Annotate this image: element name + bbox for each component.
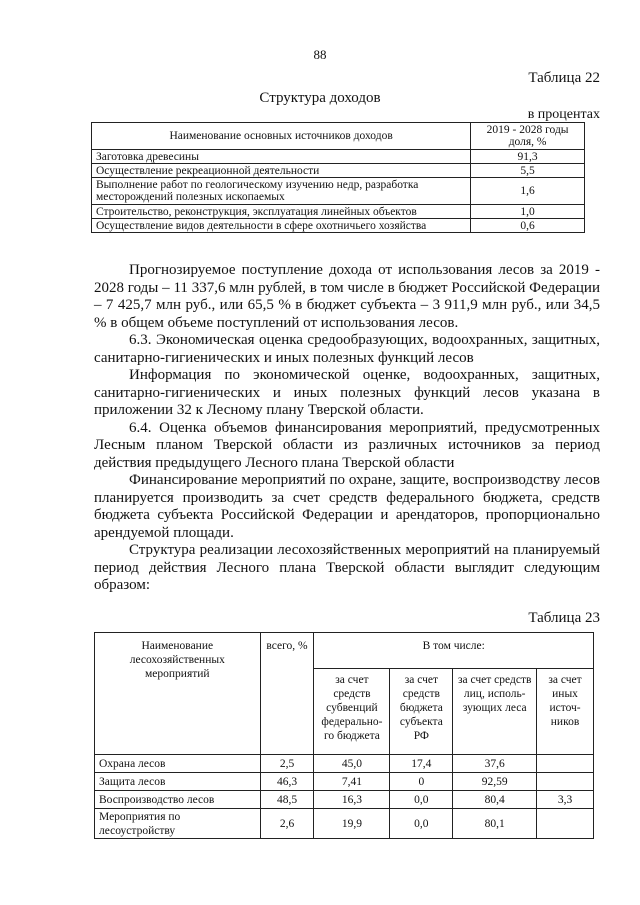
row-total: 2,6: [260, 809, 314, 839]
table-row: [95, 773, 594, 791]
header-including: В том числе:: [314, 633, 594, 669]
paragraph-functions-info: Информация по экономической оценке, водоохранных, защитных, санитарно-гигиенических и иных полезных функций лесов указана в приложении 32 к Лесному плану Тверской области.: [94, 367, 600, 418]
row-name: Осуществление видов деятельности в сфере охотничьего хозяйства: [92, 219, 471, 233]
paragraph-income-forecast: Прогнозируемое поступление дохода от использования лесов за 2019 - 2028 годы – 11 337,6 млн рублей, в том числе в бюджет Российской Федерации – 7 425,7 млн руб., или 65,5 % в бюджет субъекта – 3 911,9 млн руб., или 34,5 % в общем объеме поступлений от использования лесов.: [94, 262, 600, 331]
subheader-other: за счет иных источ-ников: [537, 669, 594, 755]
row-value: 0,6: [471, 219, 585, 233]
income-structure-table: [91, 122, 585, 233]
table-row: [95, 809, 594, 839]
row-name: Воспроизводство лесов: [95, 791, 261, 809]
table-header-row: [92, 123, 585, 150]
row-federal: 45,0: [314, 755, 390, 773]
table23-caption: Таблица 23: [528, 610, 600, 626]
paragraph-structure: Структура реализации лесохозяйственных мероприятий на планируемый период действия Лесного плана Тверской области выглядит следующим образом:: [94, 542, 600, 593]
subheader-federal: за счет средств субвенций федерально-го бюджета: [314, 669, 390, 755]
row-other: [537, 809, 594, 839]
row-subject: 17,4: [390, 755, 453, 773]
header-source-name: Наименование основных источников доходов: [92, 123, 471, 150]
row-federal: 7,41: [314, 773, 390, 791]
row-value: 91,3: [471, 150, 585, 164]
row-users: 80,4: [453, 791, 537, 809]
section-heading-6-4: 6.4. Оценка объемов финансирования мероприятий, предусмотренных Лесным планом Тверской области из различных источников за период действия предыдущего Лесного плана Тверской области: [94, 419, 600, 471]
row-subject: 0,0: [390, 809, 453, 839]
table22-unit: в процентах: [527, 107, 600, 122]
paragraph-financing: Финансирование мероприятий по охране, защите, воспроизводству лесов планируется производить за счет средств федерального бюджета, средств бюджета субъекта Российской Федерации и арендаторов, пропорционально арендуемой площади.: [94, 472, 600, 541]
row-subject: 0,0: [390, 791, 453, 809]
row-name: Мероприятия по лесоустройству: [95, 809, 261, 839]
table-row: [92, 164, 585, 178]
row-federal: 16,3: [314, 791, 390, 809]
subheader-forest-users: за счет средств лиц, исполь-зующих леса: [453, 669, 537, 755]
table-row: [92, 150, 585, 164]
row-federal: 19,9: [314, 809, 390, 839]
row-name: Выполнение работ по геологическому изучению недр, разработка месторождений полезных ископаемых: [92, 178, 471, 205]
table22-caption: Таблица 22: [528, 70, 600, 86]
row-users: 80,1: [453, 809, 537, 839]
section-heading-6-3: 6.3. Экономическая оценка средообразующих, водоохранных, защитных, санитарно-гигиенических и иных полезных функций лесов: [94, 332, 600, 366]
row-users: 92,59: [453, 773, 537, 791]
row-name: Заготовка древесины: [92, 150, 471, 164]
table-row: [92, 178, 585, 205]
table-row: [92, 219, 585, 233]
row-total: 46,3: [260, 773, 314, 791]
row-other: [537, 773, 594, 791]
row-users: 37,6: [453, 755, 537, 773]
table-row: [92, 205, 585, 219]
row-name: Охрана лесов: [95, 755, 261, 773]
row-value: 1,0: [471, 205, 585, 219]
row-other: 3,3: [537, 791, 594, 809]
row-value: 5,5: [471, 164, 585, 178]
header-share: 2019 - 2028 годы доля, %: [471, 123, 585, 150]
row-total: 48,5: [260, 791, 314, 809]
row-value: 1,6: [471, 178, 585, 205]
row-name: Защита лесов: [95, 773, 261, 791]
row-name: Строительство, реконструкция, эксплуатация линейных объектов: [92, 205, 471, 219]
body-text: [94, 262, 600, 595]
row-other: [537, 755, 594, 773]
table-row: [95, 791, 594, 809]
header-activity-name: Наименование лесохозяйственных мероприятий: [95, 633, 261, 755]
financing-structure-table: [94, 632, 594, 839]
table-header-row: [95, 633, 594, 669]
row-total: 2,5: [260, 755, 314, 773]
table-row: [95, 755, 594, 773]
header-total: всего, %: [260, 633, 314, 755]
table22-title: Структура доходов: [259, 90, 381, 106]
subheader-subject: за счет средств бюджета субъекта РФ: [390, 669, 453, 755]
page-number: 88: [313, 47, 327, 62]
row-name: Осуществление рекреационной деятельности: [92, 164, 471, 178]
row-subject: 0: [390, 773, 453, 791]
